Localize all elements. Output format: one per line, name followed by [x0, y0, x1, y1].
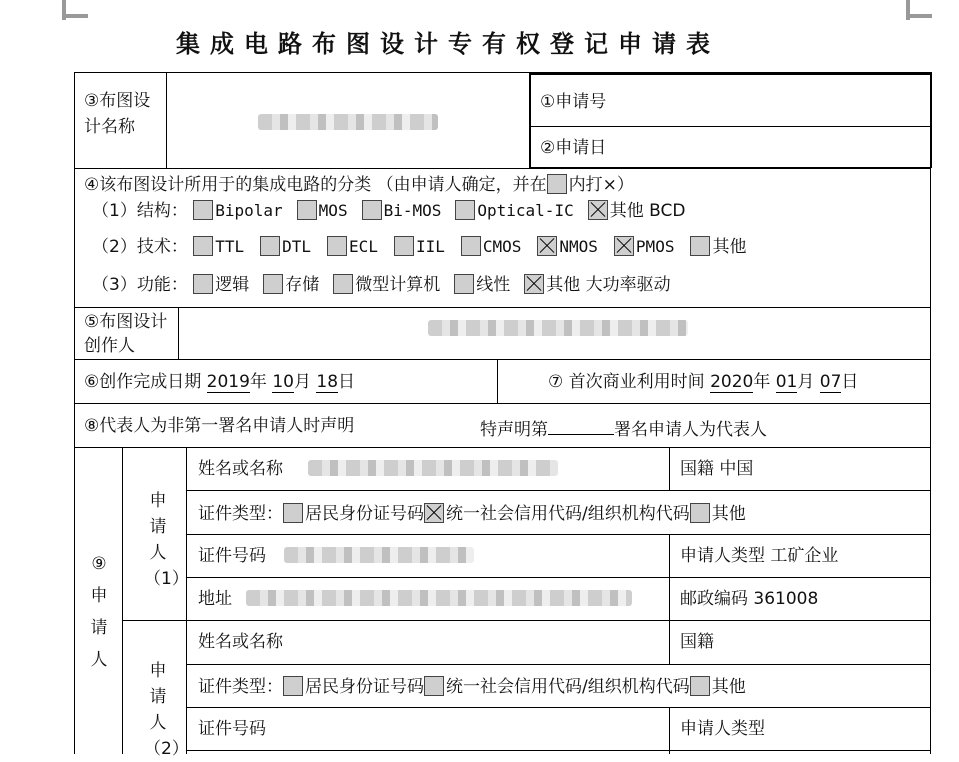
application-number-label: ①申请号 — [540, 92, 607, 112]
checkbox-label: Bipolar — [215, 201, 283, 220]
checkbox-option[interactable] — [263, 275, 319, 295]
checkbox-option[interactable] — [424, 677, 690, 697]
checkbox[interactable] — [283, 676, 303, 696]
checkbox-label: 其他 — [711, 504, 746, 524]
checkbox[interactable] — [193, 236, 213, 256]
checkbox-label: NMOS — [559, 237, 598, 256]
checkbox-option[interactable] — [690, 504, 746, 524]
table-border — [74, 168, 931, 169]
table-border — [186, 664, 931, 665]
application-date-label: ②申请日 — [540, 138, 607, 158]
checkbox-label: 其他 大功率驱动 — [546, 275, 671, 295]
checkbox-label: Bi-MOS — [383, 201, 442, 220]
checkbox-option[interactable] — [394, 237, 445, 257]
first-commercial-use-date: ⑦ 首次商业利用时间 2020年 01月 07日 — [548, 372, 859, 392]
table-border — [186, 577, 931, 578]
table-border — [186, 534, 931, 535]
redacted-layout-name — [258, 114, 438, 130]
checkbox[interactable] — [461, 236, 481, 256]
checkbox-option[interactable] — [327, 237, 378, 257]
checkbox-label: IIL — [415, 237, 445, 256]
applicant-2-label: 申请人（2） — [144, 661, 189, 759]
checkbox[interactable] — [193, 200, 213, 220]
table-border — [166, 72, 167, 168]
checkbox-label: 统一社会信用代码/组织机构代码 — [446, 504, 690, 524]
checkbox-option[interactable] — [537, 237, 598, 257]
table-border — [186, 750, 931, 751]
table-border — [74, 447, 931, 448]
checkbox-label: CMOS — [482, 237, 522, 256]
technology-row: （2）技术： TTL DTL ECL IIL CMOS NMOS PMOS 其他 — [92, 237, 747, 257]
a2-name-label: 姓名或名称 — [198, 632, 283, 652]
declaration-blank[interactable] — [548, 416, 614, 435]
checkbox-option[interactable] — [588, 201, 686, 221]
checkbox-option[interactable] — [454, 275, 510, 295]
table-border — [74, 403, 931, 404]
a2-nationality-label: 国籍 — [680, 632, 714, 652]
checkbox-label: 逻辑 — [215, 275, 250, 295]
crop-mark — [62, 14, 88, 18]
table-border — [530, 126, 931, 127]
checkbox-option[interactable] — [461, 237, 522, 257]
checkbox[interactable] — [690, 236, 710, 256]
checkbox-label: 存储 — [285, 275, 320, 295]
checkbox-option[interactable] — [193, 201, 282, 221]
checkbox-option[interactable] — [524, 275, 670, 295]
checkbox-option[interactable] — [260, 237, 311, 257]
checkbox[interactable] — [333, 274, 353, 294]
a1-nationality: 国籍 中国 — [680, 459, 754, 479]
checkbox-label: 居民身份证号码 — [305, 504, 424, 524]
checkbox-label: DTL — [282, 237, 312, 256]
checkbox-option[interactable] — [283, 504, 424, 524]
checkbox-option[interactable] — [455, 201, 573, 221]
table-border — [186, 447, 187, 754]
redacted-a1-name — [308, 460, 558, 476]
a2-id-number-label: 证件号码 — [198, 719, 266, 739]
table-border — [178, 307, 179, 359]
checkbox-option[interactable] — [424, 504, 690, 524]
representative-declaration-label: ⑧代表人为非第一署名申请人时声明 — [84, 416, 355, 436]
table-border — [669, 620, 670, 664]
checkbox[interactable] — [588, 200, 608, 220]
checkbox[interactable] — [614, 236, 634, 256]
a1-applicant-type: 申请人类型 工矿企业 — [680, 546, 839, 566]
checkbox-label: 其他 — [712, 237, 747, 257]
example-checkbox — [547, 174, 567, 194]
checkbox-option[interactable] — [362, 201, 442, 221]
creation-date: ⑥创作完成日期 2019年 10月 18日 — [84, 372, 356, 392]
table-border — [74, 359, 931, 360]
checkbox[interactable] — [260, 236, 280, 256]
checkbox[interactable] — [454, 274, 474, 294]
a1-name-label: 姓名或名称 — [198, 459, 283, 479]
table-border — [930, 72, 932, 168]
redacted-creator — [428, 320, 688, 336]
table-border — [122, 447, 123, 754]
table-border — [669, 447, 670, 490]
checkbox[interactable] — [193, 274, 213, 294]
document-title: 集成电路布图设计专有权登记申请表 — [176, 29, 720, 58]
table-border — [74, 72, 75, 754]
table-border — [669, 534, 670, 620]
checkbox-label: 其他 BCD — [609, 201, 686, 221]
checkbox-option[interactable] — [333, 275, 440, 295]
a1-id-number-label: 证件号码 — [198, 546, 266, 566]
applicant-1-label: 申请人（1） — [144, 491, 189, 589]
redacted-a1-id-number — [284, 547, 474, 563]
checkbox-label: ECL — [349, 237, 378, 256]
checkbox-label: 居民身份证号码 — [305, 677, 424, 697]
a2-id-type: 证件类型： 居民身份证号码 统一社会信用代码/组织机构代码 其他 — [198, 677, 746, 697]
classification-heading: ④该布图设计所用于的集成电路的分类 （由申请人确定，并在 内打×） — [84, 175, 634, 195]
checkbox[interactable] — [537, 236, 557, 256]
layout-name-label: ③布图设计名称 — [84, 91, 151, 137]
checkbox[interactable] — [394, 236, 414, 256]
a1-id-type: 证件类型： 居民身份证号码 统一社会信用代码/组织机构代码 其他 — [198, 504, 746, 524]
checkbox[interactable] — [263, 274, 283, 294]
table-border — [930, 72, 931, 754]
table-border — [530, 73, 931, 75]
creator-label: ⑤布图设计创作人 — [84, 312, 168, 356]
applicants-section-label: ⑨申请人 — [90, 554, 108, 670]
table-border — [122, 620, 931, 621]
checkbox[interactable] — [424, 503, 444, 523]
checkbox-label: 线性 — [476, 275, 511, 295]
table-border — [186, 490, 931, 491]
checkbox[interactable] — [690, 503, 710, 523]
table-border — [74, 307, 931, 308]
checkbox[interactable] — [362, 200, 382, 220]
checkbox[interactable] — [690, 676, 710, 696]
checkbox-option[interactable] — [193, 275, 249, 295]
checkbox-option[interactable] — [283, 677, 424, 697]
checkbox-option[interactable] — [690, 237, 746, 257]
crop-mark — [906, 14, 932, 18]
table-border — [186, 707, 931, 708]
checkbox-label: Optical-IC — [477, 201, 574, 220]
a1-address-label: 地址 — [198, 589, 232, 609]
checkbox-option[interactable] — [614, 237, 675, 257]
checkbox-label: 微型计算机 — [355, 275, 441, 295]
table-border — [529, 72, 531, 168]
checkbox-label: 统一社会信用代码/组织机构代码 — [446, 677, 690, 697]
representative-declaration-text: 特声明第 署名申请人为代表人 — [480, 416, 767, 440]
checkbox-label: MOS — [318, 201, 348, 220]
checkbox[interactable] — [283, 503, 303, 523]
checkbox-label: 其他 — [711, 677, 746, 697]
checkbox-option[interactable] — [690, 677, 746, 697]
checkbox-option[interactable] — [193, 237, 244, 257]
checkbox[interactable] — [455, 200, 475, 220]
a1-postcode: 邮政编码 361008 — [680, 589, 819, 609]
checkbox[interactable] — [327, 236, 347, 256]
checkbox-option[interactable] — [297, 201, 348, 221]
function-row: （3）功能： 逻辑 存储 微型计算机 线性 其他 大功率驱动 — [92, 275, 671, 295]
checkbox-label: TTL — [215, 237, 245, 256]
table-border — [669, 707, 670, 754]
checkbox[interactable] — [297, 200, 317, 220]
checkbox[interactable] — [424, 676, 444, 696]
redacted-a1-address — [246, 590, 632, 606]
table-border — [497, 359, 498, 403]
checkbox-label: PMOS — [635, 237, 675, 256]
structure-row: （1）结构： Bipolar MOS Bi-MOS Optical-IC 其他 BCD — [92, 201, 686, 221]
a2-applicant-type-label: 申请人类型 — [680, 719, 765, 739]
checkbox[interactable] — [524, 274, 544, 294]
